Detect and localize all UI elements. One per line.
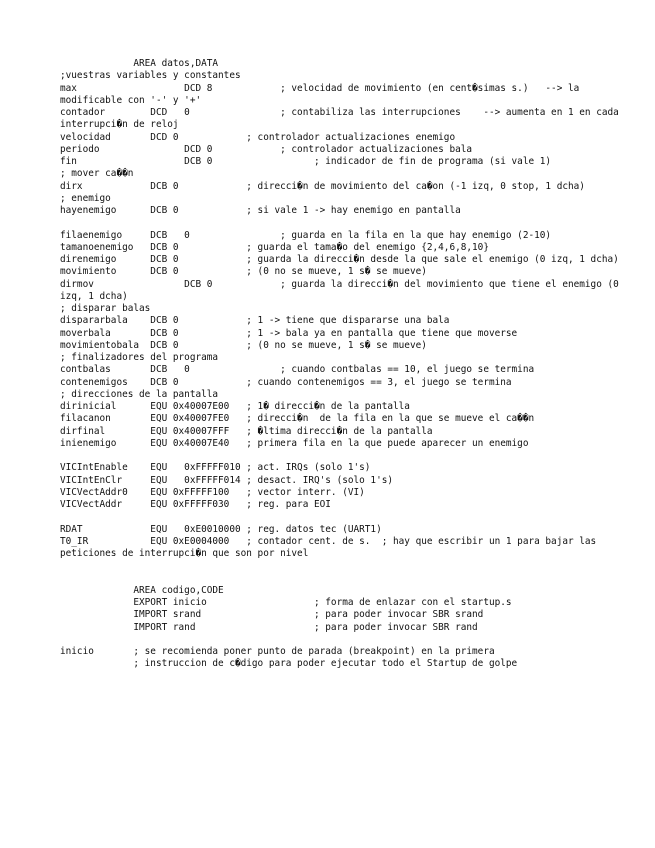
code-line: dirmov DCB 0 ; guarda la direcci�n del movimiento que tiene el enemigo (0 izq, 1 dcha)	[60, 278, 625, 302]
code-line: dirfinal EQU 0x40007FFF ; �ltima direcci�n de la pantalla	[60, 425, 433, 437]
code-line: movimientobala DCB 0 ; (0 no se mueve, 1 s� se mueve)	[60, 339, 427, 351]
code-line: IMPORT rand ; para poder invocar SBR rand	[60, 621, 478, 633]
code-line: VICIntEnClr EQU 0xFFFFF014 ; desact. IRQ's (solo 1's)	[60, 474, 394, 486]
code-line: ; enemigo	[60, 192, 111, 204]
assembly-source-listing	[60, 58, 625, 671]
code-line: AREA datos,DATA	[60, 58, 219, 69]
code-line: inienemigo EQU 0x40007E40 ; primera fila en la que puede aparecer un enemigo	[60, 437, 529, 449]
code-line: VICVectAddr EQU 0xFFFFF030 ; reg. para EOI	[60, 499, 331, 510]
code-line: tamanoenemigo DCB 0 ; guarda el tama�o del enemigo {2,4,6,8,10}	[60, 241, 489, 253]
code-line: RDAT EQU 0xE0010000 ; reg. datos tec (UART1)	[60, 523, 382, 535]
code-line: dirinicial EQU 0x40007E00 ; 1� direcci�n de la pantalla	[60, 401, 410, 412]
code-line: periodo DCD 0 ; controlador actualizaciones bala	[60, 143, 473, 155]
code-line	[60, 511, 620, 523]
code-line: filaenemigo DCB 0 ; guarda en la fila en la que hay enemigo (2-10)	[60, 229, 552, 241]
code-line: ;vuestras variables y constantes	[60, 70, 241, 82]
code-line	[60, 634, 620, 646]
code-line: IMPORT srand ; para poder invocar SBR srand	[60, 609, 484, 621]
code-line: moverbala DCB 0 ; 1 -> bala ya en pantalla que tiene que moverse	[60, 327, 518, 339]
code-line: ; mover ca��n	[60, 168, 134, 180]
code-line: inicio ; se recomienda poner punto de parada (breakpoint) en la primera	[60, 646, 495, 657]
code-line: ; disparar balas	[60, 303, 151, 314]
code-line	[60, 560, 620, 572]
code-line: VICVectAddr0 EQU 0xFFFFF100 ; vector interr. (VI)	[60, 486, 365, 498]
code-line: hayenemigo DCB 0 ; si vale 1 -> hay enemigo en pantalla	[60, 205, 461, 216]
code-line: velocidad DCD 0 ; controlador actualizaciones enemigo	[60, 131, 456, 143]
code-line: contbalas DCB 0 ; cuando contbalas == 10, el juego se termina	[60, 364, 535, 376]
code-line: max DCD 8 ; velocidad de movimiento (en cent�simas s.) --> la modificable con '-' y '+'	[60, 82, 585, 106]
code-line	[60, 217, 620, 229]
code-line: T0_IR EQU 0xE0004000 ; contador cent. de s. ; hay que escribir un 1 para bajar las peticiones de interrupci�n que son por nivel	[60, 535, 602, 559]
code-line: filacanon EQU 0x40007FE0 ; direcci�n de la fila en la que se mueve el ca��n	[60, 413, 535, 425]
code-line: dispararbala DCB 0 ; 1 -> tiene que dispararse una bala	[60, 315, 450, 327]
code-line: movimiento DCB 0 ; (0 no se mueve, 1 s� se mueve)	[60, 266, 427, 278]
code-line: VICIntEnable EQU 0xFFFFF010 ; act. IRQs (solo 1's)	[60, 462, 371, 474]
code-line	[60, 573, 620, 585]
code-line: fin DCB 0 ; indicador de fin de programa (si vale 1)	[60, 156, 552, 167]
code-line: ; finalizadores del programa	[60, 352, 219, 363]
code-line	[60, 450, 620, 462]
code-line: EXPORT inicio ; forma de enlazar con el startup.s	[60, 597, 512, 608]
code-line: AREA codigo,CODE	[60, 584, 224, 596]
code-line: direnemigo DCB 0 ; guarda la direcci�n desde la que sale el enemigo (0 izq, 1 dcha)	[60, 254, 619, 265]
code-line: ; direcciones de la pantalla	[60, 388, 219, 400]
code-line: contenemigos DCB 0 ; cuando contenemigos == 3, el juego se termina	[60, 376, 512, 388]
code-line: dirx DCB 0 ; direcci�n de movimiento del ca�on (-1 izq, 0 stop, 1 dcha)	[60, 180, 585, 192]
code-line: contador DCD 0 ; contabiliza las interrupciones --> aumenta en 1 en cada interrupci�n de reloj	[60, 107, 625, 131]
code-line: ; instruccion de c�digo para poder ejecutar todo el Startup de golpe	[60, 658, 518, 670]
